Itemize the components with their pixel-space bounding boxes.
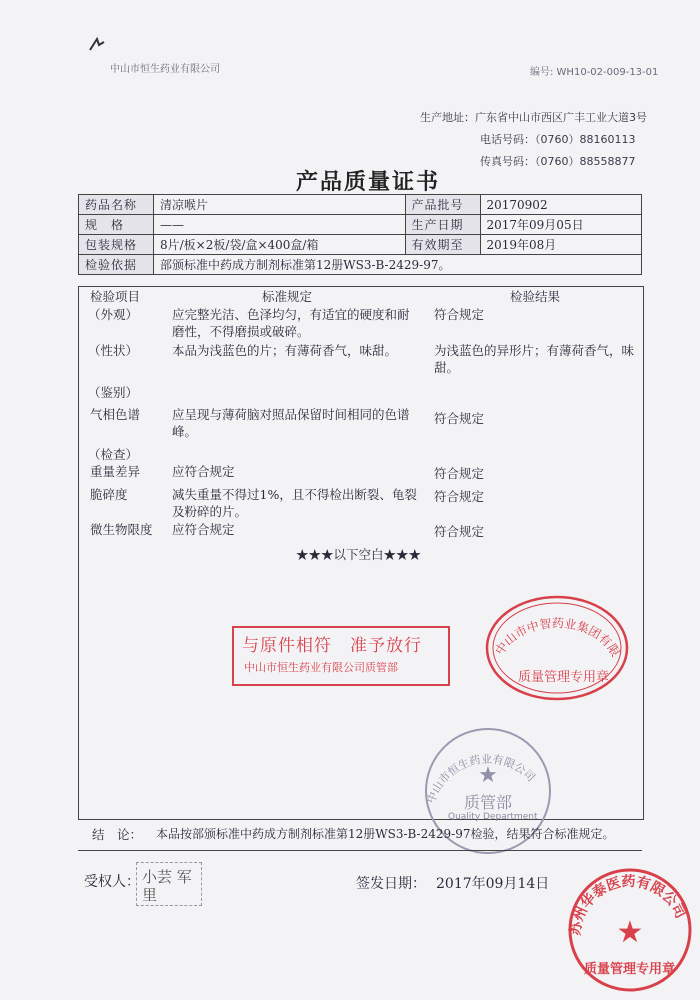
- section-appearance: （外观）: [88, 307, 139, 322]
- blank-note: ★★★以下空白★★★: [296, 547, 422, 562]
- expiry-value: 2019年08月: [480, 235, 642, 255]
- document-number: 编号: WH10-02-009-13-01: [530, 67, 659, 78]
- basis-label: 检验依据: [79, 255, 154, 275]
- weight-item: 重量差异: [90, 464, 141, 479]
- zhongzhi-seal-ring: 中山市中智药业集团有限: [492, 616, 623, 660]
- section-check: （检查）: [88, 447, 139, 462]
- gc-result: 符合规定: [434, 411, 485, 426]
- package-value: 8片/板×2板/袋/盒×400盒/箱: [154, 235, 406, 255]
- character-standard: 本品为浅蓝色的片；有薄荷香气，味甜。: [172, 343, 398, 358]
- release-stamp-line2: 中山市恒生药业有限公司质管部: [244, 661, 398, 674]
- weight-standard: 应符合规定: [172, 464, 235, 479]
- spec-value: ——: [154, 215, 406, 235]
- column-header-result: 检验结果: [510, 289, 561, 304]
- weight-result: 符合规定: [434, 466, 485, 481]
- package-label: 包装规格: [79, 235, 154, 255]
- authorized-person-label: 受权人：: [84, 874, 140, 890]
- production-address: 生产地址：广东省中山市西区广丰工业大道3号: [420, 111, 647, 124]
- page-title: 产品质量证书: [296, 169, 441, 195]
- signature: 小芸 军里: [142, 868, 192, 904]
- issue-date-label: 签发日期：: [356, 876, 426, 892]
- suzhou-seal-center: 质量管理专用章: [584, 962, 676, 977]
- conclusion-label: 结 论：: [92, 827, 143, 842]
- batch-label: 产品批号: [405, 195, 480, 215]
- conclusion-bottom-line: [78, 850, 642, 851]
- gc-item: 气相色谱: [90, 407, 141, 422]
- svg-text:★: ★: [478, 763, 498, 788]
- drug-name-value: 清凉喉片: [154, 195, 406, 215]
- section-character: （性状）: [88, 343, 139, 358]
- suzhou-quality-seal: [566, 866, 694, 994]
- zhongzhi-seal-center: 质量管理专用章: [518, 670, 610, 685]
- basis-value: 部颁标准中药成方制剂标准第12册WS3-B-2429-97。: [154, 255, 642, 275]
- micro-result: 符合规定: [434, 524, 485, 539]
- production-date-label: 生产日期: [405, 215, 480, 235]
- column-header-item: 检验项目: [90, 289, 141, 304]
- character-result: 为浅蓝色的异形片；有薄荷香气，味甜。: [434, 343, 635, 375]
- friability-standard: 减失重量不得过1%，且不得检出断裂、龟裂及粉碎的片。: [172, 487, 417, 519]
- suzhou-seal-ring: 苏州华泰医药有限公司: [567, 873, 689, 937]
- column-header-standard: 标准规定: [262, 289, 313, 304]
- micro-standard: 应符合规定: [172, 522, 235, 537]
- svg-text:★: ★: [616, 915, 644, 950]
- drug-name-label: 药品名称: [79, 195, 154, 215]
- section-identification: （鉴别）: [88, 385, 139, 400]
- issue-date-value: 2017年09月14日: [436, 876, 550, 892]
- micro-item: 微生物限度: [90, 522, 153, 537]
- expiry-label: 有效期至: [405, 235, 480, 255]
- gray-seal-ring: 中山市恒生药业有限公司: [424, 752, 538, 806]
- conclusion-text: 本品按部颁标准中药成方制剂标准第12册WS3-B-2429-97检验，结果符合标准规定。: [156, 827, 615, 841]
- friability-result: 符合规定: [434, 489, 485, 504]
- release-stamp-line1: 与原件相符 准予放行: [242, 636, 422, 656]
- gray-seal-sub: Quality Department: [448, 812, 538, 822]
- friability-item: 脆碎度: [90, 487, 128, 502]
- gc-standard: 应呈现与薄荷脑对照品保留时间相同的色谱峰。: [172, 407, 410, 439]
- gray-seal-center: 质管部: [464, 793, 513, 812]
- batch-value: 20170902: [480, 195, 642, 215]
- product-info-table: [78, 194, 642, 275]
- production-date-value: 2017年09月05日: [480, 215, 642, 235]
- company-logo-icon: [88, 36, 106, 52]
- appearance-result: 符合规定: [434, 307, 485, 322]
- phone-number: 电话号码：（0760）88160113: [480, 133, 636, 146]
- release-stamp: [232, 626, 450, 686]
- appearance-standard: 应完整光洁、色泽均匀，有适宜的硬度和耐磨性，不得磨损或破碎。: [172, 307, 410, 339]
- fax-number: 传真号码：（0760）88558877: [480, 155, 636, 168]
- spec-label: 规 格: [79, 215, 154, 235]
- company-name-small: 中山市恒生药业有限公司: [110, 64, 220, 75]
- zhongzhi-quality-seal: [484, 594, 630, 702]
